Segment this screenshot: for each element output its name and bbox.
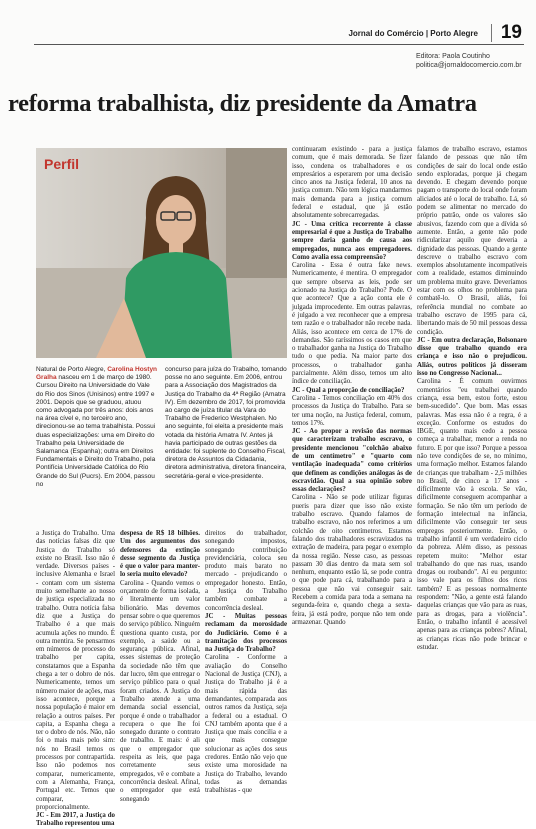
interview-question: JC - Muitas pessoas reclamam da morosidade do Judiciário. Como é a tramitação dos processos na Justiça do Trabalho? (205, 612, 287, 654)
bio-column-2: concurso para juíza do Trabalho, tomando posse no ano seguinte. Em 2006, entrou para a Associação dos Magistrados da Justiça do Trabalho da 4ª Região (Amatra IV). Em dezembro de 2017, foi promovida ao cargo de juíza titular da Vara do Trabalho de Frederico Westphalen. No ano seguinte, foi eleita a presidente mais votada da história Amatra IV. Antes já havia participado de outras gestões da entidade: foi suplente do Conselho Fiscal, diretora de Assuntos da Cidadania, diretora administrativa, diretora financeira, secretária-geral e vice-presidente. (165, 366, 287, 480)
editor-name: Editora: Paola Coutinho (416, 53, 490, 60)
column-text: a Justiça do Trabalho. Uma das notícias falsas diz que Justiça do Trabalho só existe no Brasil. Isso não é verdade. Diversos países - inclusive Alemanha e Israel - contam com um sistema muito semelhante ao nosso de justiça especializada no trabalho. Outra notícia falsa diz que a Justiça do Trabalho é a que mais acumula ações no mundo. É outra mentira. Se pensarmos em números de processo do trabalho per capita, constatamos que a Espanha chega a ter o dobro de nós. Numericamente, temos um número maior de ações, mas isso acontece, porque a nossa população é maior em relação a outros países. Per capita, a Espanha chega a ter o dobro de nós. Não, não foi o mais mais pelo sim: nós no Brasil temos os processos por contrapartida. Isso não podemos nos comparar, numericamente, com a Alemanha, França, Portugal etc. Temos que comparar, proporcionalmente. (36, 530, 115, 811)
header-rule (34, 44, 524, 45)
column-text: Carolina - É comum ouvirmos comentários "eu trabalhei quando criança, essa bem, estou forte, estou bem-sucedido". Que bom. Mas essas palavras. Mas essa não é a regra, é a exceção. Conforme os estudos do IBGE, quanto mais cedo a pessoa começa a trabalhar, menor a renda no futuro. E por que isso? Porque a pessoa não teve condições de se, no mínimo, uma formação melhor. Estamos falando de crianças que trabalham - 2,5 milhões no Brasil, de cinco a 17 anos - difícilmente vão à escola. Se vão, dificilmente conseguem acompanhar a formação. Se não têm um período de formação intelectual na infância, dificilmente vão conseguir ter seus empregos posteriormente. Então, o trabalho infantil é um verdadeiro ciclo da pobreza. Além disso, as pessoas repetem muito: "Melhor estar trabalhando do que nas ruas, usando drogas ou roubando". Aí eu pergunto: isso vale para os filhos dos ricos também? E as pessoas normalmente respondem: "Não, a gente está falando daquelas crianças que vão para as ruas, para as drogas, para a violência". Então, o trabalho infantil é acessível apenas para as crianças pobres? Afinal, as crianças ricas não pode brincar e estudar. (417, 378, 527, 651)
interview-question: JC - Em outra declaração, Bolsonaro disse que trabalho quando era criança e isso não o prejudicou. Aliás, outros políticos já disseram isso no Congresso Nacional... (417, 336, 527, 378)
bio-column-1 (36, 366, 158, 489)
interview-question: JC - Uma crítica recorrente à classe empresarial é que a Justiça do Trabalho sempre daria ganho de causa aos empregados, nunca aos empregadores. Como avalia essa compreensão? (292, 220, 412, 261)
editor-email: politica@jornaldocomercio.com.br (416, 62, 522, 69)
column-text: falamos de trabalho escravo, estamos falando de pessoas que não têm condições de sair do local onde estão sendo exploradas, porque já chegam devendo. E chegam devendo porque pagam o transporte do local onde foram aliciados até o local de trabalho. Lá, só podem se alimentar no mercado do próprio patrão, onde os valores são abusivos, fazendo com que a dívida só aumente. Então, a gente não pode ridicularizar aquilo que deveria a dignidade das pessoas. Quando a gente descreve o trabalho escravo com exemplos absolutamente incompatíveis com a realidade, estamos diminuindo um problema muito grave. Deveríamos estar com os olhos no problema para combatê-lo. O Brasil, aliás, foi referência mundial no combate ao trabalho escravo de 1995 para cá, libertando mais de 50 mil pessoas dessa condição. (417, 146, 527, 336)
interview-question: JC - Em 2017, a Justiça do Trabalho representou uma (36, 812, 115, 828)
section-label: Perfil (44, 156, 80, 172)
profile-photo (36, 148, 287, 358)
column-text: Carolina - Conforme a avaliação do Conselho Nacional de Justiça (CNJ), a Justiça do Trabalho já é a mais rápida das demandantes, comparada aos outros ramos da Justiça, seja a federal ou a estadual. O CNJ também aponta que é a Justiça que mais concilia e a que mais consegue solucionar as ações dos seus credores. Então não vejo que existe uma morosidade na Justiça do Trabalho, levando todas as demandas trabalhistas - que (205, 654, 287, 795)
article-column-4 (292, 146, 412, 721)
column-text: continuaram existindo - para a justiça comum, que é mais demorada. Se fizer isso, condena os trabalhadores e os empresários a esperarem por uma decisão cinco anos na Justiça federal, 10 anos na justiça comum. Não tem lógica mandarmos mais demanda para a justiça comum federal e estadual, que já estão absolutamente sobrecarregadas. (292, 146, 412, 220)
column-text: direitos do trabalhador, sonegando impostos, sonegando contribuição previdenciária, coloca seu produto mais barato no mercado - prejudicando o empregador honesto. Então, a Justiça do Trabalho também combate a concorrência desleal. (205, 530, 287, 612)
bio-text-1: nasceu em 1 de março de 1980. Cursou Direito na Universidade do Vale do Rio dos Sinos (Unisinos) entre 1997 e 2001. Depois que se graduou, atuou como advogada por três anos: dois anos na área cível e, no terceiro ano, direcionou-se ao tema trabalhista. Possui duas especializações: uma em Direito do Trabalho pela Universidade de Salamanca (Espanha); outra em Direitos Fundamentais e Direito do Trabalho, pela Pontifícia Universidade Católica do Rio Grande do Sul (Pucrs). Em 2004, passou no (36, 374, 156, 488)
portrait-image (36, 148, 287, 358)
interview-question: JC - Qual a proporção de conciliação? (292, 386, 405, 394)
article-column-2 (120, 530, 200, 803)
interview-question: despesa de R$ 18 bilhões. Um dos argumentos dos defensores da extinção desse segmento da Justiça é que o valor para manter-lo seria muito elevado? (120, 530, 200, 579)
interview-question: JC - Ao propor a revisão das normas que caracterizam trabalho escravo, o presidente mencionou "colchão abaixo de um centímetro" e "quarto com ventilação inadequada" como critérios que definem as condições análogas às de escravidão. Qual a sua opinião sobre essas declarações? (292, 428, 412, 494)
editor-credit (416, 52, 520, 70)
column-text: Carolina - Temos conciliação em 40% dos processos da Justiça do Trabalho. Para se ter uma noção, na Justiça federal, comum, temos 17%. (292, 394, 412, 427)
article-column-5 (417, 146, 527, 721)
column-text: Carolina - Não se pode utilizar figuras pueris para dizer que isso não existe trabalho escravo. Quando falamos de trabalho escravo, não nos referimos a um colchão de oito centímetros. Estamos falando dos trabalhadores escravizados na extração de madeira, para pegar o exemplo da nossa região. Nesse caso, as pessoas passam 30 dias dentro da mata sem sol nenhum, enquanto estão lá, se pode contra o que pode para cá, trabalhando para a pessoa que não vai conseguir sair. Recebem a comida para toda a semana na segunda-feira e, quando chega a sexta-feira, já está podre, porque não tem onde armazenar. Quando (292, 494, 412, 626)
bio-name: Carolina Hostyn Gralha (36, 366, 158, 382)
headline: reforma trabalhista, diz presidente da Amatra (8, 90, 477, 117)
bio-lead: Natural de Porto Alegre, (36, 366, 108, 373)
article-column-1 (36, 530, 115, 828)
page-header (0, 0, 536, 50)
page-number: 19 (500, 22, 522, 43)
column-text: Carolina - Essa é outra fake news. Numericamente, é mentira. O empregador que sempre observa as leis, pode ser acionado na Justiça do Trabalho? Pode. O que acontece? Que a ação conta ele é julgada improcedente. Em outras palavras, é julgado a vez reconhecer que a empresa tem razão e o trabalhador não recebe nada. Aliás, isso acontece em cerca de 17% de demandas. São raríssimos os casos em que o trabalhador ganha na Justiça do Trabalho tudo o que pedia. Na maior parte dos processos, o trabalhador ganha parcialmente. Além disso, temos um alto índice de conciliação. (292, 262, 412, 386)
paper-name: Jornal do Comércio | Porto Alegre (348, 29, 478, 38)
article-column-3 (205, 530, 287, 795)
column-text: Carolina - Quando vemos o orçamento de forma isolada, é literalmente um valor bilionário. Mas devemos pensar sobre o que queremos do serviço público. Ninguém questiona quanto custa, por exemplo, a saúde ou a segurança pública. Afinal, esses sistemas de proteção da sociedade não têm que dar lucro, têm que entregar o serviço público para o qual foram criados. A Justiça do Trabalho atende a uma demanda social essencial, porque é onde o trabalhador recupera o que lhe foi sonegado durante o contrato de trabalho. E mais: é ali que o empregador que respeita as leis, que paga corretamente seus empregados, vê e combate a concorrência desleal. Afinal, o empregador que está sonegando (120, 579, 200, 803)
header-divider (491, 24, 492, 42)
